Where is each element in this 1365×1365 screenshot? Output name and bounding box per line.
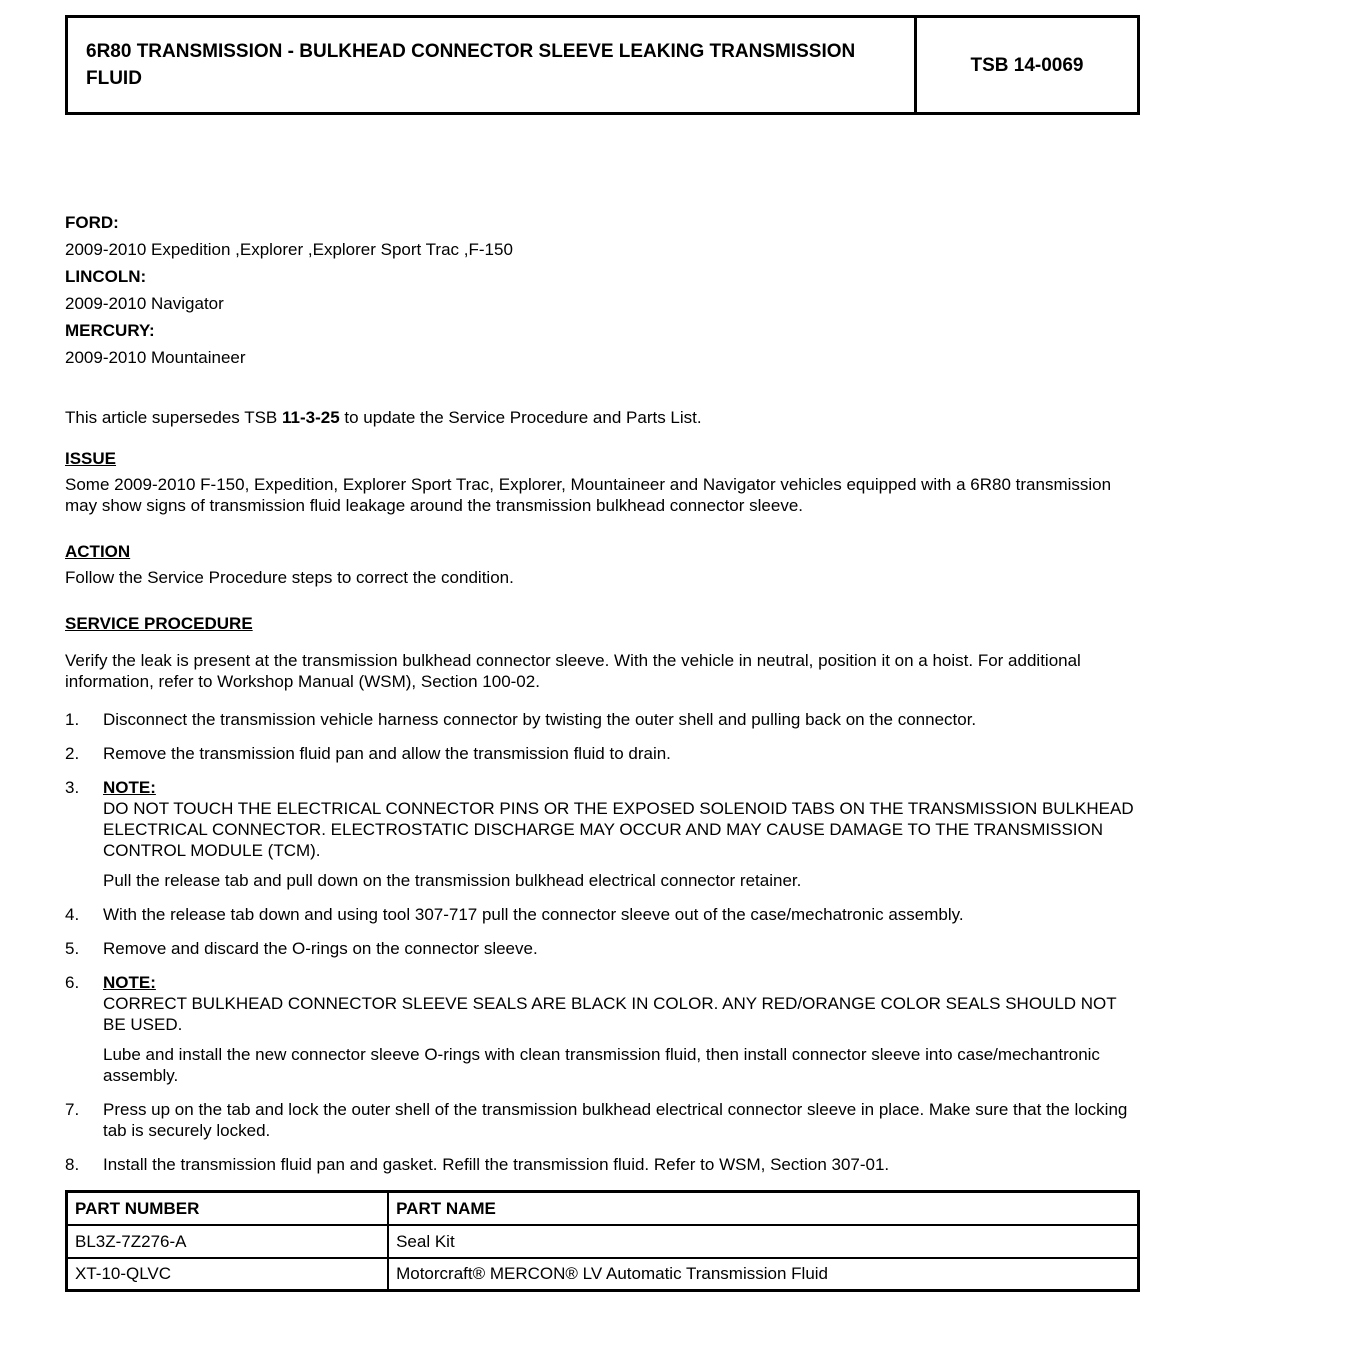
part-number-header: PART NUMBER <box>67 1192 389 1225</box>
part-name-cell: Motorcraft® MERCON® LV Automatic Transmission Fluid <box>388 1258 1138 1291</box>
procedure-step <box>65 709 1140 730</box>
step-number: 8. <box>65 1155 80 1174</box>
note-label: NOTE: <box>103 778 156 797</box>
step-text: Remove the transmission fluid pan and allow the transmission fluid to drain. <box>103 744 671 763</box>
step-number: 7. <box>65 1100 80 1119</box>
model-list-mercury: 2009-2010 Mountaineer <box>65 348 246 367</box>
part-number-cell: BL3Z-7Z276-A <box>67 1225 389 1258</box>
issue-heading: ISSUE <box>65 449 117 468</box>
model-list-ford: 2009-2010 Expedition ,Explorer ,Explorer Sport Trac ,F-150 <box>65 240 513 259</box>
step-text: Lube and install the new connector sleeve O-rings with clean transmission fluid, then install connector sleeve into case/mechantronic assembly. <box>103 1045 1100 1085</box>
step-number: 6. <box>65 973 80 992</box>
action-text: Follow the Service Procedure steps to correct the condition. <box>65 568 514 587</box>
supersedes-note <box>65 407 1140 428</box>
note-text: CORRECT BULKHEAD CONNECTOR SLEEVE SEALS ARE BLACK IN COLOR. ANY RED/ORANGE COLOR SEALS SHOULD NOT BE USED. <box>103 994 1117 1034</box>
procedure-step <box>65 1154 1140 1175</box>
part-name-cell: Seal Kit <box>388 1225 1138 1258</box>
tsb-header-box <box>65 15 1140 115</box>
action-heading: ACTION <box>65 542 131 561</box>
superseded-tsb-number: 11-3-25 <box>282 408 340 427</box>
service-procedure-intro: Verify the leak is present at the transmission bulkhead connector sleeve. With the vehicle in neutral, position it on a hoist. For additional information, refer to Workshop Manual (WSM), Section 100-02. <box>65 651 1081 691</box>
parts-table-header-row <box>67 1192 1139 1225</box>
issue-text: Some 2009-2010 F-150, Expedition, Explorer Sport Trac, Explorer, Mountaineer and Navigator vehicles equipped with a 6R80 transmission may show signs of transmission fluid leakage around the transmission bulkhead connector sleeve. <box>65 475 1112 515</box>
step-text: With the release tab down and using tool 307-717 pull the connector sleeve out of the case/mechatronic assembly. <box>103 905 964 924</box>
make-label-ford: FORD: <box>65 213 119 232</box>
make-label-mercury: MERCURY: <box>65 321 155 340</box>
step-text: Remove and discard the O-rings on the connector sleeve. <box>103 939 538 958</box>
table-row <box>67 1225 1139 1258</box>
step-text: Disconnect the transmission vehicle harness connector by twisting the outer shell and pulling back on the connector. <box>103 710 977 729</box>
step-text: Install the transmission fluid pan and gasket. Refill the transmission fluid. Refer to WSM, Section 307-01. <box>103 1155 890 1174</box>
vehicle-applicability <box>65 209 1140 371</box>
step-text: Pull the release tab and pull down on the transmission bulkhead electrical connector retainer. <box>103 871 802 890</box>
tsb-number-cell <box>917 18 1137 112</box>
note-label: NOTE: <box>103 973 156 992</box>
procedure-step <box>65 938 1140 959</box>
tsb-number: TSB 14-0069 <box>970 54 1084 76</box>
table-row <box>67 1258 1139 1291</box>
step-number: 1. <box>65 710 80 729</box>
step-number: 3. <box>65 778 80 797</box>
parts-table <box>65 1190 1140 1292</box>
model-list-lincoln: 2009-2010 Navigator <box>65 294 224 313</box>
part-name-header: PART NAME <box>388 1192 1138 1225</box>
note-text: DO NOT TOUCH THE ELECTRICAL CONNECTOR PINS OR THE EXPOSED SOLENOID TABS ON THE TRANSMISSION BULKHEAD ELECTRICAL CONNECTOR. ELECTROSTATIC DISCHARGE MAY OCCUR AND MAY CAUSE DAMAGE TO THE TRANSMISSION CONTROL MODULE (TCM). <box>103 799 1134 860</box>
service-procedure-heading: SERVICE PROCEDURE <box>65 614 253 633</box>
make-label-lincoln: LINCOLN: <box>65 267 147 286</box>
procedure-step <box>65 777 1140 891</box>
procedure-step <box>65 743 1140 764</box>
supersedes-prefix: This article supersedes TSB <box>65 408 282 427</box>
step-number: 4. <box>65 905 80 924</box>
supersedes-suffix: to update the Service Procedure and Parts List. <box>339 408 702 427</box>
step-number: 2. <box>65 744 80 763</box>
procedure-step <box>65 904 1140 925</box>
page-title: 6R80 TRANSMISSION - BULKHEAD CONNECTOR SLEEVE LEAKING TRANSMISSION FLUID <box>86 41 856 89</box>
procedure-step <box>65 972 1140 1086</box>
step-number: 5. <box>65 939 80 958</box>
step-text: Press up on the tab and lock the outer shell of the transmission bulkhead electrical connector sleeve in place. Make sure that the locking tab is securely locked. <box>103 1100 1128 1140</box>
procedure-steps <box>65 709 1140 1175</box>
procedure-step <box>65 1099 1140 1141</box>
part-number-cell: XT-10-QLVC <box>67 1258 389 1291</box>
tsb-title-cell <box>68 18 917 112</box>
